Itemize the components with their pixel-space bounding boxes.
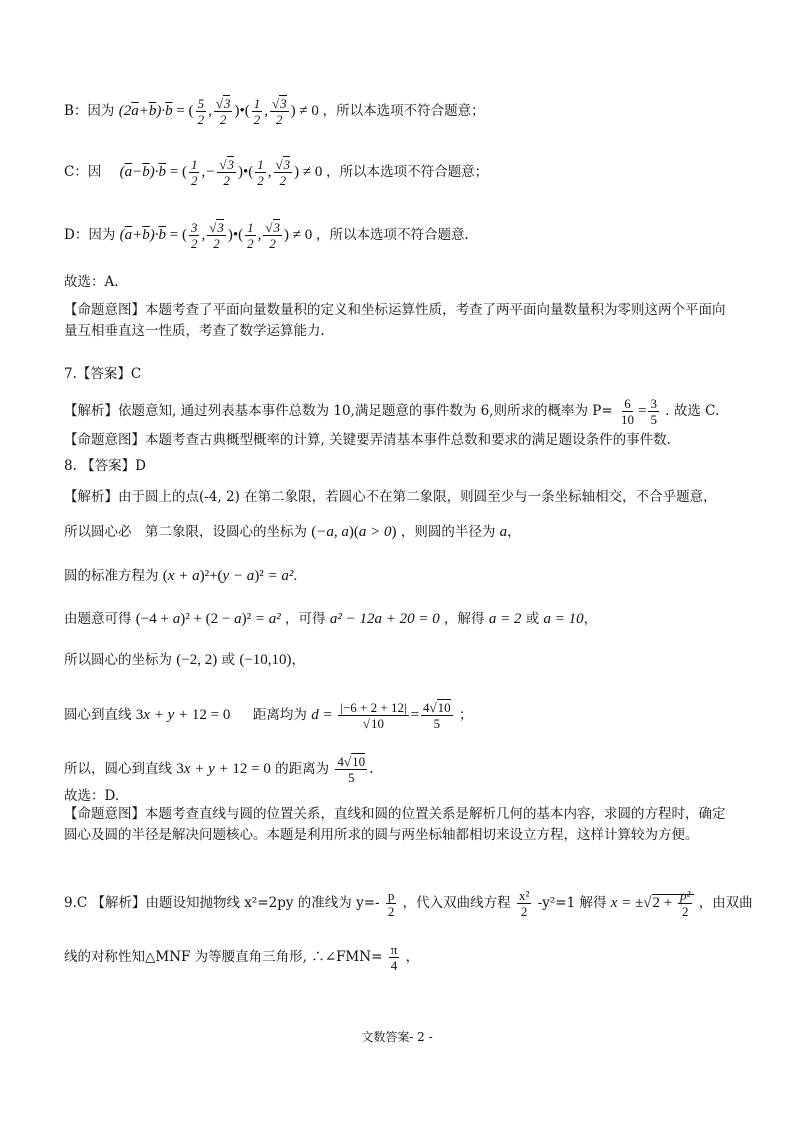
q8-radius-symbol: a: [499, 524, 508, 540]
q9-text-f: ，: [405, 948, 420, 965]
q8-intent: 【命题意图】本题考查直线与圆的位置关系，直线和圆的位置关系是解析几何的基本内容，求圆的方程时，确定圆心及圆的半径是解决问题核心。本题是利用所求的圆与两坐标轴都相切来设立方程，这样计算较为方便。: [64, 806, 726, 843]
q9-hyperbola-fraction: $\frac{\text{x²}}{2}$: [518, 888, 530, 919]
q9-text-c: -y²=1 解得: [537, 894, 607, 911]
option-c-suffix: ，所以本选项不符合题意；: [326, 163, 489, 180]
q8-coords-text: 所以圆心的坐标为: [64, 652, 172, 668]
option-b-suffix: ，所以本选项不符合题意；: [322, 102, 485, 119]
q8-concl-text-a: 所以，圆心到直线: [64, 760, 172, 777]
q8-distance-formula: d = $\frac{|-6 + 2 + 12|}{√10}$ = $\frac{4√10}{5}$: [311, 700, 451, 731]
q9-line-2: [64, 942, 419, 973]
q8-concl-text-b: 的距离为: [275, 760, 330, 777]
q8-analysis: 【解析】由于圆上的点(-4, 2) 在第二象限，若圆心不在第二象限，则圆至少与一条坐标轴相交，不合乎题意，: [64, 489, 717, 505]
q8-center-line: 所以圆心必 第二象限，设圆心的坐标为 (−a, a)(a > 0) ，则圆的半径为 a，: [64, 524, 521, 540]
q8-center-text-a: 所以圆心必 第二象限，设圆心的坐标为: [64, 524, 307, 540]
q8-line-equation: 3x + y + 12 = 0: [135, 706, 231, 723]
option-d-prefix: D：因为: [64, 226, 116, 243]
q9-text-a: 9.C 【解析】由题设知抛物线 x²=2py 的准线为 y=-: [64, 894, 380, 911]
option-d-formula: $(\overline{a}+\overline{b})\cdot\overline{b}$ = ( $\frac{3}{2}$ , $\frac{√3}{2}$ )•( $\frac{1}{2}$ , $\frac{√3}{2}$ ) ≠ 0: [119, 220, 313, 251]
q8-answer-pick: 故选：D.: [64, 788, 120, 804]
q8-distance-line: [64, 700, 472, 731]
option-b-line: [64, 96, 485, 127]
q7-probability-formula: $\frac{6}{10}$ = $\frac{3}{5}$: [621, 396, 657, 427]
q8-standard-line: [64, 566, 297, 586]
q7-intent: 【命题意图】本题考查古典概型概率的计算, 关键要弄清基本事件总数和要求的满足题设条件的事件数.: [64, 432, 671, 448]
q8-condition-line: 由题意可得 (−4 + a)² + (2 − a)² = a² ，可得 a² − 12a + 20 = 0 ，解得 a = 2 或 a = 10，: [64, 611, 598, 627]
q8-cond-text-a: 由题意可得: [64, 611, 132, 627]
option-c-prefix: C：因: [64, 163, 102, 180]
q9-line-1: [64, 888, 753, 919]
q8-cond-or: 或: [525, 611, 540, 627]
q7-analysis: [64, 396, 719, 427]
q9-directrix-fraction: $\frac{p}{2}$: [387, 888, 395, 919]
q7-analysis-suffix: . 故选 C.: [665, 402, 720, 419]
page-footer: 文数答案- 2 -: [361, 1030, 433, 1044]
q8-coords-2: (−10,10): [239, 652, 292, 668]
q9-solution-formula: x = ±√2 + $\frac{\text{p²}}{2}$: [611, 894, 695, 911]
q8-concl-end: .: [369, 760, 374, 777]
q8-dist-end: ；: [458, 706, 473, 723]
q8-cond-text-c: ，解得: [444, 611, 485, 627]
q7-analysis-prefix: 【解析】依题意知, 通过列表基本事件总数为 10,满足题意的事件数为 6,则所求的概率为 P=: [64, 402, 613, 419]
q6-intent: 【命题意图】本题考查了平面向量数量积的定义和坐标运算性质，考查了两平面向量数量积为零则这两个平面向量互相垂直这一性质，考查了数学运算能力.: [64, 302, 726, 339]
q8-coords-or: 或: [221, 652, 236, 668]
q8-standard-formula: (x + a)²+(y − a)² = a².: [162, 568, 298, 584]
q7-answer: 7.【答案】C: [64, 366, 142, 382]
option-c-formula: $(\overline{a}-\overline{b})\cdot\overline{b}$ = ( $\frac{1}{2}$ ,− $\frac{√3}{2}$ )•( $\frac{1}{2}$ , $\frac{√3}{2}$ ) ≠ 0: [119, 157, 323, 188]
q9-angle-fraction: $\frac{\pi}{4}$: [390, 942, 398, 973]
option-d-suffix: ，所以本选项不符合题意.: [315, 226, 469, 243]
q9-text-d: ，由双曲: [698, 894, 753, 911]
q8-concl-line-equation: 3x + y + 12 = 0: [176, 760, 271, 777]
q9-text-b: ，代入双曲线方程: [402, 894, 511, 911]
q6-answer-pick: 故选：A.: [64, 274, 119, 290]
q8-cond-text-b: ，可得: [285, 611, 326, 627]
option-b-prefix: B：因为: [64, 102, 115, 119]
option-d-line: [64, 220, 469, 251]
q9-text-e: 线的对称性知△MNF 为等腰直角三角形, ∴∠FMN=: [64, 948, 383, 965]
q8-coords-1: (−2, 2): [176, 652, 218, 668]
q8-concl-value: $\frac{4√10}{5}$: [337, 754, 366, 785]
q8-answer: 8. 【答案】D: [64, 458, 146, 474]
option-c-line: [64, 157, 488, 188]
option-b-formula: $(2\overline{a}+\overline{b})\cdot\overline{b}$ = ( $\frac{5}{2}$ , $\frac{√3}{2}$ )•( $\frac{1}{2}$ , $\frac{√3}{2}$ ) ≠ 0: [118, 96, 319, 127]
q8-coords-line: 所以圆心的坐标为 (−2, 2) 或 (−10,10)，: [64, 652, 306, 668]
q8-dist-text-b: 距离均为: [252, 706, 307, 723]
q8-root-2: a = 10: [543, 611, 584, 627]
q8-quadratic: a² − 12a + 20 = 0: [329, 611, 440, 627]
q8-standard-text: 圆的标准方程为: [64, 568, 159, 584]
q8-root-1: a = 2: [488, 611, 522, 627]
q8-center-text-b: ，则圆的半径为: [400, 524, 496, 540]
q8-cond-formula: (−4 + a)² + (2 − a)² = a²: [135, 611, 281, 627]
q8-dist-text-a: 圆心到直线: [64, 706, 132, 723]
q8-conclusion-line: [64, 754, 373, 785]
q8-center-formula: (−a, a)(a > 0): [311, 524, 397, 540]
